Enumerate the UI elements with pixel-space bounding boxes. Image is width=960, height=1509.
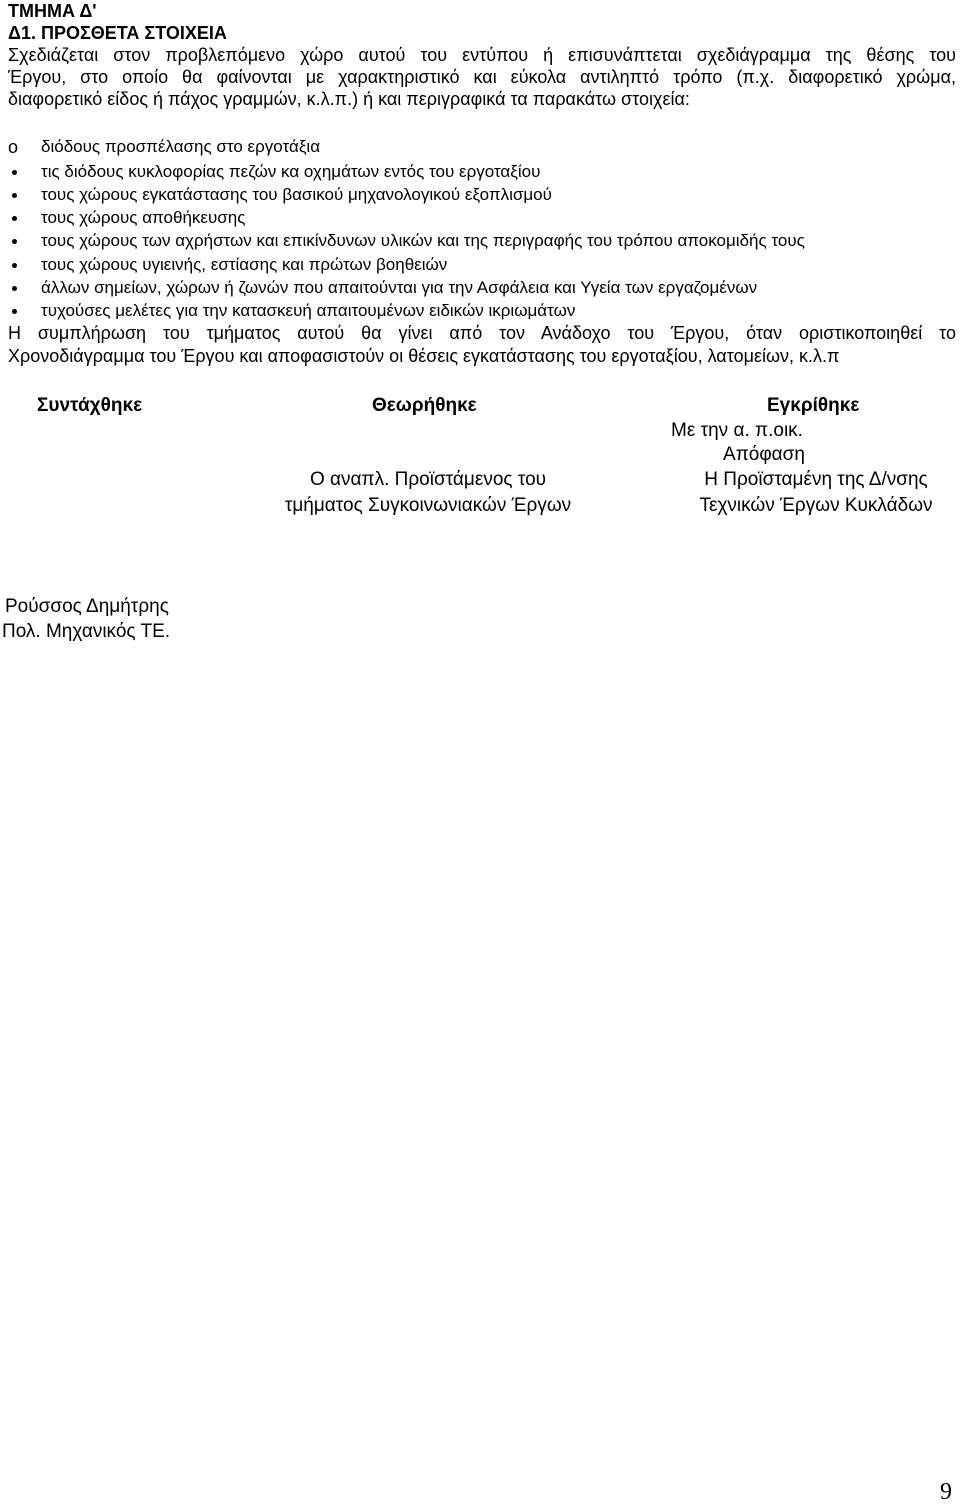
bullet-icon bbox=[12, 170, 17, 175]
bullet-icon bbox=[12, 309, 17, 314]
completion-line-2: Χρονοδιάγραμμα του Έργου και αποφασιστούν οι θέσεις εγκατάστασης του εργοταξίου, λατομείων, κ.λ.π bbox=[8, 346, 840, 366]
compiler-role: Πολ. Μηχανικός ΤΕ. bbox=[2, 621, 171, 642]
bullet-icon bbox=[12, 216, 17, 221]
bullet-icon bbox=[12, 239, 17, 244]
approver-title-line-2: Τεχνικών Έργων Κυκλάδων bbox=[699, 495, 933, 516]
intro-line-1: Σχεδιάζεται στον προβλεπόμενο χώρο αυτού του εντύπου ή επισυνάπτεται σχεδιάγραμμα της θέσης του bbox=[8, 45, 956, 65]
list-item-text: τυχούσες μελέτες για την κατασκευή απαιτουμένων ειδικών ικριωμάτων bbox=[41, 301, 576, 320]
list-item-text: τους χώρους υγιεινής, εστίασης και πρώτων βοηθειών bbox=[41, 255, 448, 274]
section-subtitle: Δ1. ΠΡΟΣΘΕΤΑ ΣΤΟΙΧΕΙΑ bbox=[8, 23, 227, 43]
bullet-icon bbox=[12, 193, 17, 198]
approver-title-line-1: Η Προϊσταμένη της Δ/νσης bbox=[704, 469, 928, 490]
compiler-name: Ρούσσος Δημήτρης bbox=[5, 596, 169, 617]
circle-bullet-icon: o bbox=[8, 137, 19, 157]
section-title: ΤΜΗΜΑ Δ' bbox=[8, 1, 97, 21]
reviewer-title-line-2: τμήματος Συγκοινωνιακών Έργων bbox=[284, 495, 572, 516]
compiled-heading: Συντάχθηκε bbox=[37, 395, 143, 416]
bullet-icon bbox=[12, 286, 17, 291]
approval-decision: Απόφαση bbox=[723, 444, 805, 465]
list-item-text: διόδους προσπέλασης στο εργοτάξια bbox=[41, 137, 321, 156]
page-number: 9 bbox=[940, 1479, 952, 1505]
list-item-text: τις διόδους κυκλοφορίας πεζών κα οχημάτων εντός του εργοταξίου bbox=[41, 162, 541, 181]
list-item-text: τους χώρους των αχρήστων και επικίνδυνων υλικών και της περιγραφής του τρόπου αποκομιδής τους bbox=[41, 231, 805, 250]
list-item-text: τους χώρους αποθήκευσης bbox=[41, 208, 246, 227]
list-item-text: τους χώρους εγκατάστασης του βασικού μηχανολογικού εξοπλισμού bbox=[41, 185, 552, 204]
list-item-text: άλλων σημείων, χώρων ή ζωνών που απαιτούνται για την Ασφάλεια και Υγεία των εργαζομένων bbox=[41, 278, 758, 297]
approval-ref: Με την α. π.οικ. bbox=[671, 420, 803, 441]
intro-line-2: Έργου, στο οποίο θα φαίνονται με χαρακτηριστικό και εύκολα αντιληπτό τρόπο (π.χ. διαφορετικό χρώμα, bbox=[8, 67, 956, 87]
reviewer-title-line-1: Ο αναπλ. Προϊστάμενος του bbox=[309, 469, 547, 490]
reviewed-heading: Θεωρήθηκε bbox=[372, 395, 477, 416]
completion-line-1: Η συμπλήρωση του τμήματος αυτού θα γίνει από τον Ανάδοχο του Έργου, όταν οριστικοποιηθεί το bbox=[8, 323, 956, 343]
intro-line-3: διαφορετικό είδος ή πάχος γραμμών, κ.λ.π.) ή και περιγραφικά τα παρακάτω στοιχεία: bbox=[8, 89, 690, 109]
bullet-icon bbox=[12, 263, 17, 268]
approved-heading: Εγκρίθηκε bbox=[767, 395, 860, 416]
